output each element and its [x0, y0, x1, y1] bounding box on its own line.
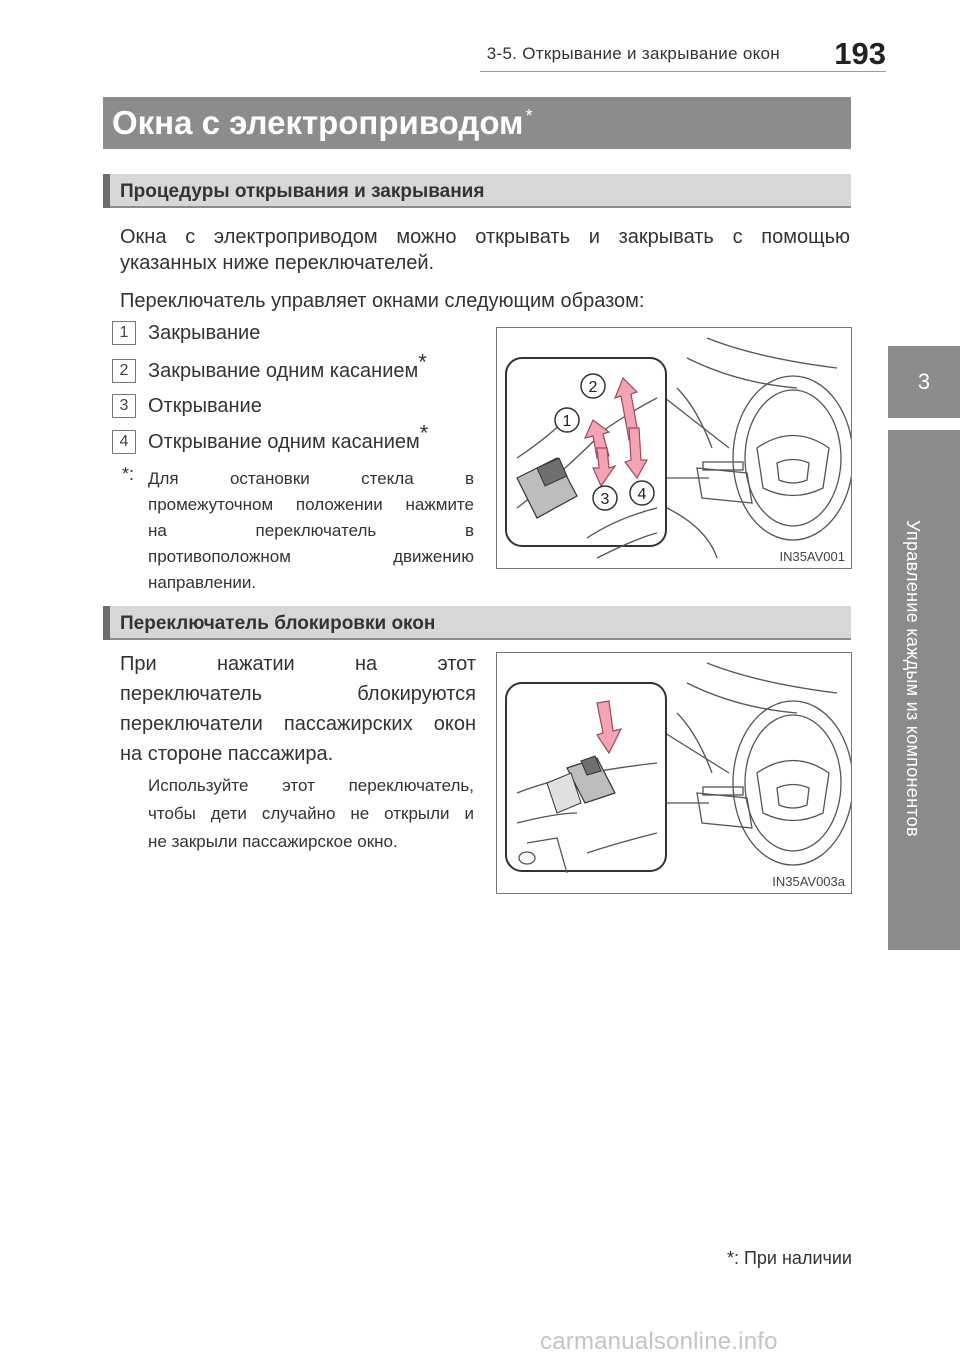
section1-intro-line2: указанных ниже переключателей. — [120, 252, 435, 274]
chapter-tab-strip — [888, 430, 960, 950]
list-item-2-text: Закрывание одним касанием — [148, 360, 419, 382]
list-item-3-text: Открывание — [148, 395, 262, 417]
list-number-3: 3 — [112, 394, 136, 418]
chapter-tab-title: Управление каждым из компонентов — [903, 520, 923, 837]
callout-1: 1 — [562, 413, 572, 430]
section2-body-line2: переключатель блокируются — [120, 683, 476, 705]
figure-window-lock-switch — [496, 652, 852, 894]
section1-heading-marker — [103, 174, 110, 208]
section1-lead: Переключатель управляет окнами следующим образом: — [120, 290, 645, 312]
note-line-3: на переключатель в — [148, 521, 474, 540]
list-item-4-asterisk: * — [419, 420, 429, 446]
section2-body-line1: При нажатии на этот — [120, 653, 476, 675]
note-marker: *: — [122, 464, 135, 484]
section1-intro-line1: Окна с электроприводом можно открывать и закрывать с помощью — [120, 226, 850, 248]
section2-body-line3: переключатели пассажирских окон — [120, 713, 476, 735]
list-item-4 — [148, 420, 429, 454]
header-rule — [480, 71, 886, 72]
list-number-4: 4 — [112, 430, 136, 454]
callout-4: 4 — [637, 486, 647, 503]
title-asterisk: * — [525, 106, 533, 126]
section2-note-line1: Используйте этот переключатель, — [148, 776, 474, 795]
figure-window-switch-drawing — [497, 328, 851, 568]
section2-heading: Переключатель блокировки окон — [120, 613, 436, 634]
footer-note-asterisk: * — [726, 1248, 734, 1268]
page-number: 193 — [834, 36, 886, 71]
figure-window-lock-switch-drawing — [497, 653, 851, 893]
page-title — [112, 104, 532, 142]
figure-window-switch — [496, 327, 852, 569]
callout-3: 3 — [600, 491, 610, 508]
note-line-2: промежуточном положении нажмите — [148, 495, 474, 514]
footer-note-text: : При наличии — [733, 1248, 852, 1268]
note-line-4: противоположном движению — [148, 547, 474, 566]
section1-heading: Процедуры открывания и закрывания — [120, 181, 485, 202]
list-number-1: 1 — [112, 321, 136, 345]
watermark: carmanualsonline.info — [540, 1328, 778, 1355]
section2-heading-marker — [103, 606, 110, 640]
list-item-4-text: Открывание одним касанием — [148, 431, 420, 453]
running-header-section: 3-5. Открывание и закрывание окон — [486, 44, 780, 63]
list-item-2-asterisk: * — [418, 349, 427, 375]
section2-note-line3: не закрыли пассажирское окно. — [148, 832, 398, 851]
list-item-1-text: Закрывание — [148, 322, 261, 344]
callout-2: 2 — [588, 379, 598, 396]
figure-code-1: IN35AV001 — [779, 549, 845, 564]
list-item-2 — [148, 349, 427, 383]
list-number-2: 2 — [112, 359, 136, 383]
section2-body-line4: на стороне пассажира. — [120, 743, 334, 765]
note-line-5: направлении. — [148, 573, 257, 592]
list-item-1 — [148, 322, 260, 345]
page-title-text: Окна с электроприводом — [112, 104, 524, 141]
list-item-3 — [148, 395, 262, 418]
section2-note-line2: чтобы дети случайно не открыли и — [148, 804, 474, 823]
footer-note — [700, 1248, 852, 1269]
chapter-tab-number: 3 — [888, 346, 960, 418]
note-line-1: Для остановки стекла в — [148, 469, 474, 488]
figure-code-2: IN35AV003a — [772, 874, 845, 889]
